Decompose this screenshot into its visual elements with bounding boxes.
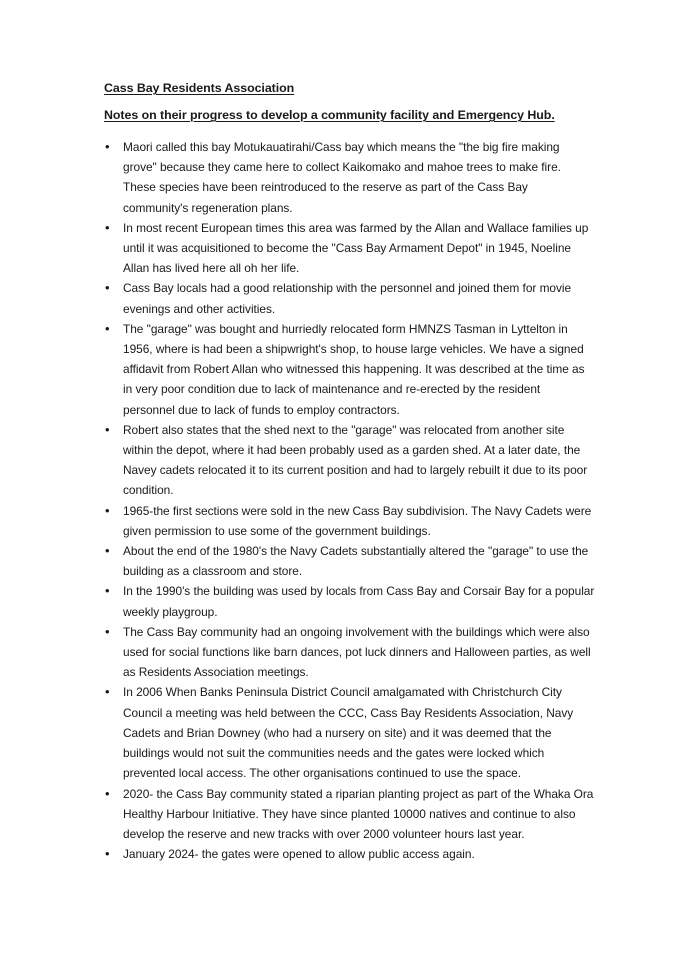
bullet-point-icon: • xyxy=(105,502,110,518)
list-item xyxy=(104,541,595,581)
list-item-text: Cass Bay locals had a good relationship with the personnel and joined them for movie evenings and other activities. xyxy=(123,281,572,316)
bullet-point-icon: • xyxy=(105,139,110,154)
list-item-text: Maori called this bay Motukauatirahi/Cass bay which means the "the big fire making grove" because they came here to collect Kaikomako and mahoe trees to make fire. These species have been reintroduced to the reserve as part of the Cass Bay community's regeneration plans. xyxy=(123,140,561,215)
bullet-point-icon: • xyxy=(105,623,110,639)
list-item-text: January 2024- the gates were opened to allow public access again. xyxy=(123,847,475,862)
list-item xyxy=(104,581,595,621)
document-title-text: Cass Bay Residents Association xyxy=(104,81,295,95)
list-item xyxy=(104,278,595,318)
list-item xyxy=(104,137,595,218)
list-item xyxy=(104,420,595,501)
bullet-point-icon: • xyxy=(105,846,110,862)
list-item-text: 1965-the first sections were sold in the new Cass Bay subdivision. The Navy Cadets were given permission to use some of the government buildings. xyxy=(123,503,592,538)
notes-bullet-list xyxy=(104,137,595,864)
bullet-point-icon: • xyxy=(105,421,110,437)
bullet-point-icon: • xyxy=(105,583,110,599)
list-item-text: About the end of the 1980's the Navy Cadets substantially altered the "garage" to use the building as a classroom and store. xyxy=(123,544,589,579)
list-item-text: Robert also states that the shed next to the "garage" was relocated from another site within the depot, where it had been probably used as a garden shed. At a later date, the Navey cadets relocated it to its current position and had to largely rebuilt it due to its poor condition. xyxy=(123,422,588,498)
list-item xyxy=(104,501,595,541)
list-item-text: The Cass Bay community had an ongoing involvement with the buildings which were also used for social functions like barn dances, pot luck dinners and Halloween parties, as well as Residents Association meetings. xyxy=(123,624,591,680)
list-item-text: In 2006 When Banks Peninsula District Council amalgamated with Christchurch City Council a meeting was held between the CCC, Cass Bay Residents Association, Navy Cadets and Brian Downey (who had a nursery on site) and it was deemed that the buildings would not suit the communities needs and the gates were locked which prevented local access. The other organisations continued to use the space. xyxy=(123,685,574,781)
bullet-point-icon: • xyxy=(105,320,110,336)
list-item-text: 2020- the Cass Bay community stated a riparian planting project as part of the Whaka Ora Healthy Harbour Initiative. They have since planted 10000 natives and continue to also develop the reserve and new tracks with over 2000 volunteer hours last year. xyxy=(123,786,594,841)
list-item xyxy=(104,784,595,845)
bullet-point-icon: • xyxy=(105,785,110,801)
list-item-text: The "garage" was bought and hurriedly relocated form HMNZS Tasman in Lyttelton in 1956, where is had been a shipwright's shop, to house large vehicles. We have a signed affidavit from Robert Allan who witnessed this happening. It was described at the time as in very poor condition due to lack of maintenance and re-erected by the resident personnel due to lack of funds to employ contractors. xyxy=(123,321,585,417)
list-item xyxy=(104,218,595,279)
bullet-point-icon: • xyxy=(105,543,110,559)
list-item xyxy=(104,682,595,783)
list-item xyxy=(104,844,595,864)
bullet-point-icon: • xyxy=(105,219,110,235)
bullet-point-icon: • xyxy=(105,280,110,296)
document-title xyxy=(104,80,595,96)
document-subtitle xyxy=(104,107,595,123)
list-item xyxy=(104,319,595,420)
list-item xyxy=(104,622,595,683)
list-item-text: In the 1990's the building was used by locals from Cass Bay and Corsair Bay for a popular weekly playgroup. xyxy=(123,584,595,619)
document-subtitle-text: Notes on their progress to develop a community facility and Emergency Hub. xyxy=(104,108,555,122)
list-item-text: In most recent European times this area was farmed by the Allan and Wallace families up until it was acquisitioned to become the "Cass Bay Armament Depot" in 1945, Noeline Allan has lived here all oh her life. xyxy=(123,220,589,276)
bullet-point-icon: • xyxy=(105,684,110,700)
